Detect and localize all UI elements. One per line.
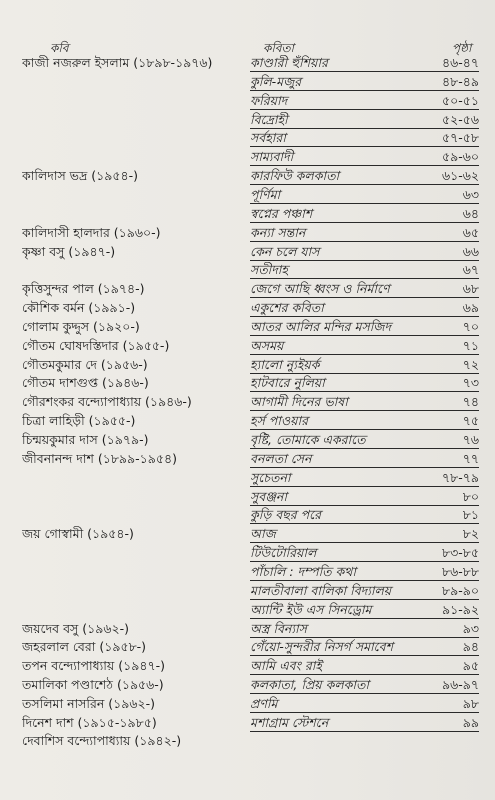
table-row bbox=[0, 583, 495, 601]
table-row bbox=[0, 545, 495, 563]
table-row bbox=[0, 112, 495, 130]
page-number: ৯৫ bbox=[419, 658, 479, 675]
table-row bbox=[0, 300, 495, 318]
poem-title: বিদ্রোহী bbox=[250, 112, 420, 129]
table-row bbox=[0, 168, 495, 186]
poem-title: গেঁয়ো-সুন্দরীর নিসর্গ সমাবেশ bbox=[250, 639, 420, 656]
table-row bbox=[0, 733, 495, 751]
page-number: ৮০ bbox=[419, 489, 479, 506]
header-poet: কবি bbox=[50, 41, 69, 55]
header-poem: কবিতা bbox=[263, 41, 294, 55]
table-row bbox=[0, 93, 495, 111]
poem-title: কেন চলে যাস bbox=[250, 244, 420, 261]
table-row bbox=[0, 74, 495, 92]
poet-name: কৃষ্ণা বসু (১৯৪৭-) bbox=[22, 243, 116, 259]
table-row bbox=[0, 451, 495, 469]
poet-name: চিন্ময়কুমার দাস (১৯৭৯-) bbox=[22, 432, 149, 447]
poem-title: আমি এবং রাই bbox=[250, 658, 420, 675]
table-row bbox=[0, 413, 495, 431]
poem-title: আতর আলির মন্দির মসজিদ bbox=[250, 319, 420, 336]
page-number: ৫০-৫১ bbox=[419, 93, 479, 110]
table-row bbox=[0, 187, 495, 205]
poem-title: অসময় bbox=[250, 338, 420, 355]
poet-name: গৌরশংকর বন্দ্যোপাধ্যায় (১৯৪৬-) bbox=[22, 394, 192, 410]
poem-title: কাণ্ডারী হুঁশিয়ার bbox=[250, 55, 420, 72]
poem-title: হর্স পাওয়ার bbox=[250, 413, 420, 430]
poet-name: কালিদাস ভদ্র (১৯৫৪-) bbox=[22, 168, 138, 184]
table-row bbox=[0, 55, 495, 73]
page-number: ৫৭-৫৮ bbox=[419, 130, 479, 147]
page-number: ৬৭ bbox=[419, 262, 479, 279]
poet-name: জয় গোস্বামী (১৯৫৪-) bbox=[22, 526, 134, 542]
poet-name: জয়দেব বসু (১৯৬২-) bbox=[22, 620, 129, 636]
poem-title: প্রণমি bbox=[250, 696, 420, 713]
table-row bbox=[0, 470, 495, 488]
page-number: ৯৩ bbox=[419, 621, 479, 638]
poem-title: পাঁচালি : দম্পতি কথা bbox=[250, 564, 420, 581]
table-row bbox=[0, 244, 495, 262]
page-number: ৯৬-৯৭ bbox=[419, 677, 479, 694]
table-row bbox=[0, 715, 495, 733]
page-number: ৪৮-৪৯ bbox=[419, 74, 479, 91]
poem-title: কন্যা সন্তান bbox=[250, 225, 420, 242]
poem-title: কুলি-মজুর bbox=[250, 74, 420, 91]
poem-title: অস্ত্র বিন্যাস bbox=[250, 621, 420, 638]
poem-title: কারফিউ কলকাতা bbox=[250, 168, 420, 185]
poet-name: তমালিকা পণ্ডাশেঠ (১৯৫৬-) bbox=[22, 677, 164, 693]
table-row bbox=[0, 375, 495, 393]
table-row bbox=[0, 621, 495, 639]
page-number: ৮১ bbox=[419, 507, 479, 524]
table-row bbox=[0, 357, 495, 375]
table-row bbox=[0, 281, 495, 299]
page-number: ৫৯-৬০ bbox=[419, 149, 479, 166]
page-number: ৯৯ bbox=[419, 715, 479, 732]
page-number: ৭১ bbox=[419, 338, 479, 355]
poet-name: দিনেশ দাশ (১৯১৫-১৯৮৫) bbox=[22, 714, 157, 730]
poem-title: কুড়ি বছর পরে bbox=[250, 507, 420, 524]
poet-name: দেবাশিস বন্দ্যোপাধ্যায় (১৯৪২-) bbox=[22, 732, 182, 748]
table-row bbox=[0, 658, 495, 676]
table-row bbox=[0, 639, 495, 657]
poem-title: ফরিয়াদ bbox=[250, 93, 420, 110]
poet-name: তসলিমা নাসরিন (১৯৬২-) bbox=[22, 695, 156, 711]
poem-title: একুশের কবিতা bbox=[250, 300, 420, 317]
page-number: ৬১-৬২ bbox=[419, 168, 479, 185]
page-number: ৪৬-৪৭ bbox=[419, 55, 479, 72]
table-row bbox=[0, 262, 495, 280]
table-row bbox=[0, 602, 495, 620]
page-number: ৬৯ bbox=[419, 300, 479, 317]
page-number: ৫২-৫৬ bbox=[419, 112, 479, 129]
poem-title: স্বপ্নের পঞ্চাশ bbox=[250, 206, 420, 223]
page-number: ৭২ bbox=[419, 357, 479, 374]
poet-name: গোলাম কুদ্দুস (১৯২০-) bbox=[22, 318, 140, 334]
poem-title: হাটবারে নুলিয়া bbox=[250, 375, 420, 392]
poem-title: সুচেতনা bbox=[250, 470, 420, 487]
poet-name: গৌতম ঘোষদস্তিদার (১৯৫৫-) bbox=[22, 337, 170, 353]
poet-name: কৃত্তিসুন্দর পাল (১৯৭৪-) bbox=[22, 281, 145, 297]
page-number: ৯১-৯২ bbox=[419, 602, 479, 619]
page-number: ৭৮-৭৯ bbox=[419, 470, 479, 487]
page-number: ৮৩-৮৫ bbox=[419, 545, 479, 562]
table-row bbox=[0, 319, 495, 337]
poem-title: সতীদাহ bbox=[250, 262, 420, 279]
poet-name: তপন বন্দ্যোপাধ্যায় (১৯৪৭-) bbox=[22, 658, 165, 674]
poem-title: অ্যান্টি ইউ এস সিনড্রোম bbox=[250, 602, 420, 619]
header-page: পৃষ্ঠা bbox=[452, 41, 472, 55]
page-number: ৮৯-৯০ bbox=[419, 583, 479, 600]
table-row bbox=[0, 507, 495, 525]
poem-title: বৃষ্টি, তোমাকে একরাতে bbox=[250, 432, 420, 449]
poem-title: টিউটোরিয়াল bbox=[250, 545, 420, 562]
page-number: ৭৩ bbox=[419, 375, 479, 392]
poem-title: সাম্যবাদী bbox=[250, 149, 420, 166]
page-number: ৯৮ bbox=[419, 696, 479, 713]
table-row bbox=[0, 130, 495, 148]
page-number: ৭৭ bbox=[419, 451, 479, 468]
page-number: ৭৬ bbox=[419, 432, 479, 449]
poet-name: জীবনানন্দ দাশ (১৮৯৯-১৯৫৪) bbox=[22, 450, 177, 466]
poem-title: আজ bbox=[250, 526, 420, 543]
page-number: ৮২ bbox=[419, 526, 479, 543]
page-number: ৯৪ bbox=[419, 639, 479, 656]
page-number: ৭০ bbox=[419, 319, 479, 336]
page-number: ৮৬-৮৮ bbox=[419, 564, 479, 581]
table-row bbox=[0, 225, 495, 243]
poet-name: কৌশিক বর্মন (১৯৯১-) bbox=[22, 300, 136, 316]
poet-name: কালিদাসী হালদার (১৯৬০-) bbox=[22, 224, 161, 240]
poem-title: আগামী দিনের ভাষা bbox=[250, 394, 420, 411]
table-row bbox=[0, 394, 495, 412]
table-row bbox=[0, 149, 495, 167]
page-number: ৭৪ bbox=[419, 394, 479, 411]
table-row bbox=[0, 526, 495, 544]
poem-title: সুবঞ্জনা bbox=[250, 489, 420, 506]
poet-name: কাজী নজরুল ইসলাম (১৮৯৮-১৯৭৬) bbox=[22, 55, 213, 70]
poem-title: সর্বহারা bbox=[250, 130, 420, 147]
page-number: ৬৩ bbox=[419, 187, 479, 204]
page-number: ৬৮ bbox=[419, 281, 479, 298]
table-row bbox=[0, 338, 495, 356]
page-number: ৬৪ bbox=[419, 206, 479, 223]
poem-title: হ্যালো ন্যুইয়র্ক bbox=[250, 357, 420, 374]
table-row bbox=[0, 677, 495, 695]
poem-title: পূর্ণিমা bbox=[250, 187, 420, 204]
poem-title: বনলতা সেন bbox=[250, 451, 420, 468]
poem-title: কলকাতা, প্রিয় কলকাতা bbox=[250, 677, 420, 694]
table-row bbox=[0, 206, 495, 224]
poem-title: জেগে আছি ধ্বংস ও নির্মাণে bbox=[250, 281, 420, 298]
poet-name: গৌতমকুমার দে (১৯৫৬-) bbox=[22, 356, 148, 372]
poet-name: চিত্রা লাহিড়ী (১৯৫৫-) bbox=[22, 413, 136, 429]
poem-title: মশাগ্রাম স্টেশনে bbox=[250, 715, 420, 732]
table-row bbox=[0, 564, 495, 582]
poet-name: গৌতম দাশগুপ্ত (১৯৪৬-) bbox=[22, 375, 149, 391]
poet-name: জহরলাল বেরা (১৯৫৮-) bbox=[22, 639, 147, 655]
page-number: ৬৬ bbox=[419, 244, 479, 261]
table-row bbox=[0, 432, 495, 450]
poem-title: মালতীবালা বালিকা বিদ্যালয় bbox=[250, 583, 420, 600]
page-number: ৬৫ bbox=[419, 225, 479, 242]
table-row bbox=[0, 489, 495, 507]
table-row bbox=[0, 696, 495, 714]
page-number: ৭৫ bbox=[419, 413, 479, 430]
